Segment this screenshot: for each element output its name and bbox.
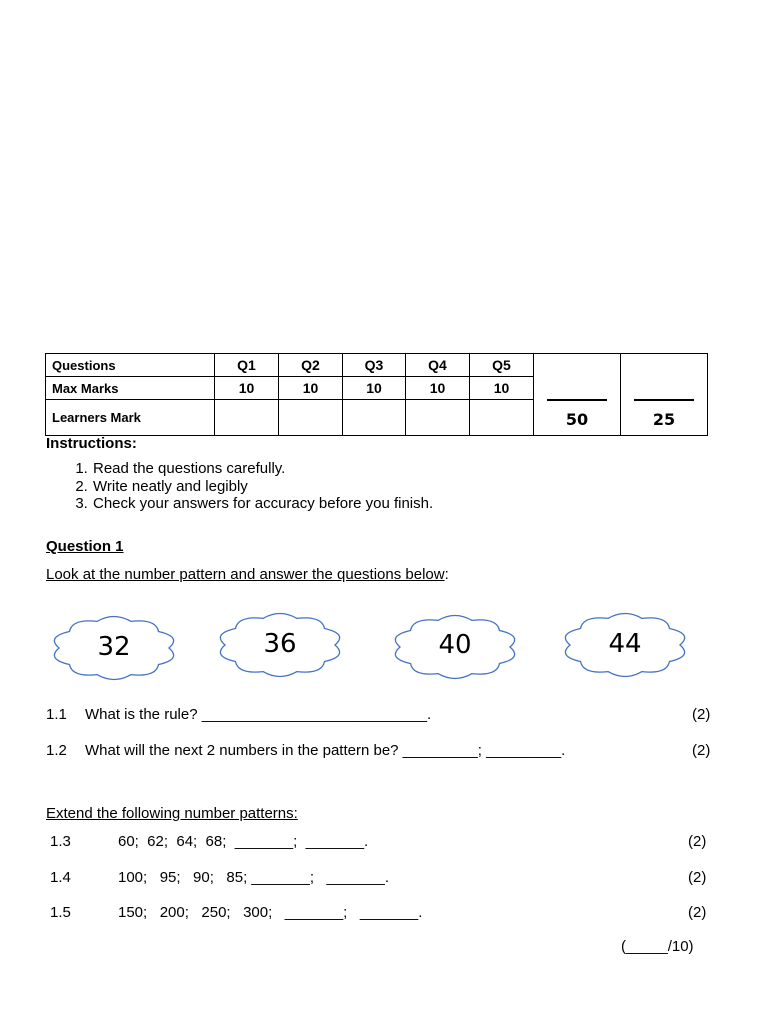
scaled-out-of: 25 [652, 410, 676, 429]
q3-max: 10 [343, 377, 406, 400]
number-cloud [561, 608, 689, 682]
instruction-item: 3. Check your answers for accuracy before you finish. [92, 495, 433, 513]
extend-heading: Extend the following number patterns: [46, 805, 298, 822]
question-total: (_____/10) [621, 938, 694, 955]
pattern-marks: (2) [688, 833, 707, 850]
pattern-number: 1.3 [50, 833, 71, 850]
q5-learner-mark[interactable] [470, 400, 534, 436]
q1-max: 10 [215, 377, 279, 400]
sub-question-number: 1.2 [46, 742, 67, 759]
pattern-marks: (2) [688, 904, 707, 921]
sub-question-marks: (2) [692, 742, 711, 759]
sub-question-number: 1.1 [46, 706, 67, 723]
q4-learner-mark[interactable] [406, 400, 470, 436]
q5-header: Q5 [470, 354, 534, 377]
instructions-title: Instructions: [46, 435, 137, 452]
pattern-text: 100; 95; 90; 85; _______; _______. [118, 869, 390, 886]
q2-learner-mark[interactable] [279, 400, 343, 436]
q1-learner-mark[interactable] [215, 400, 279, 436]
number-cloud [50, 611, 178, 685]
sub-question-text: What is the rule? ___________________________. [85, 706, 432, 723]
instruction-item: 2. Write neatly and legibly [92, 478, 433, 496]
question-intro [46, 566, 449, 583]
learners-mark-label: Learners Mark [46, 400, 215, 436]
q3-header: Q3 [343, 354, 406, 377]
pattern-number: 1.5 [50, 904, 71, 921]
pattern-text: 150; 200; 250; 300; _______; _______. [118, 904, 423, 921]
q1-header: Q1 [215, 354, 279, 377]
q2-header: Q2 [279, 354, 343, 377]
pattern-marks: (2) [688, 869, 707, 886]
marks-table [45, 353, 708, 436]
scaled-answer-line [634, 399, 694, 401]
pattern-text: 60; 62; 64; 68; _______; _______. [118, 833, 369, 850]
question-title: Question 1 [46, 538, 124, 555]
cloud-number: 44 [608, 629, 642, 659]
pattern-number: 1.4 [50, 869, 71, 886]
number-cloud [391, 610, 519, 684]
questions-header: Questions [46, 354, 215, 377]
instructions-list [70, 460, 433, 513]
max-marks-label: Max Marks [46, 377, 215, 400]
question-intro-text: Look at the number pattern and answer the questions below [46, 566, 445, 583]
sub-question-text: What will the next 2 numbers in the pattern be? _________; _________. [85, 742, 566, 759]
number-cloud [216, 608, 344, 682]
q4-header: Q4 [406, 354, 470, 377]
q5-max: 10 [470, 377, 534, 400]
total-out-of: 50 [565, 410, 589, 429]
instruction-item: 1. Read the questions carefully. [92, 460, 433, 478]
q2-max: 10 [279, 377, 343, 400]
total-answer-line [547, 399, 607, 401]
scaled-total-cell [621, 354, 708, 436]
q3-learner-mark[interactable] [343, 400, 406, 436]
total-cell [534, 354, 621, 436]
cloud-number: 36 [263, 629, 297, 659]
cloud-number: 32 [97, 632, 131, 662]
q4-max: 10 [406, 377, 470, 400]
sub-question-marks: (2) [692, 706, 711, 723]
question-intro-colon: : [444, 566, 449, 583]
cloud-number: 40 [438, 630, 472, 660]
